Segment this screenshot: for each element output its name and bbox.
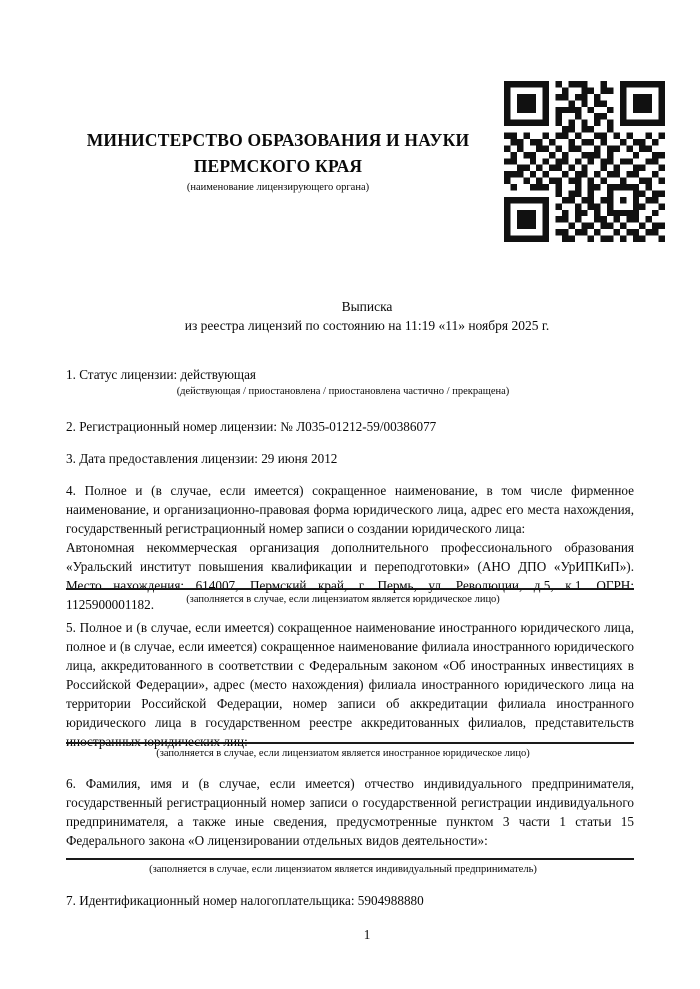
legal-entity-value: Автономная некоммерческая организация дополнительного профессионального образования «Уральский институт повышения квалификации и переподготовки» (АНО ДПО «УрИПКиП»). Место нахождения: 614007, Пермский край, г. Пермь, ул. Революции, д.5, к.1. ОГРН: 1125900001182. [66, 540, 634, 612]
legal-entity-field-caption: (заполняется в случае, если лицензиатом является юридическое лицо) [66, 588, 634, 607]
entrepreneur-field-caption: (заполняется в случае, если лицензиатом является индивидуальный предприниматель) [66, 858, 634, 877]
page-number: 1 [363, 927, 371, 942]
license-status-options-caption: (действующая / приостановлена / приостановлена частично / прекращена) [176, 386, 510, 397]
foreign-entity-field-caption: (заполняется в случае, если лицензиатом является иностранное юридическое лицо) [66, 742, 634, 761]
license-status: 1. Статус лицензии: действующая [66, 367, 257, 382]
legal-entity-label: 4. Полное и (в случае, если имеется) сокращенное наименование, в том числе фирменное наименование, и организационно-правовая форма юридического лица, адрес его места нахождения, государственный регистрационный номер записи о создании юридического лица: [66, 483, 634, 536]
document-title-line2: из реестра лицензий по состоянию на 11:19 «11» ноября 2025 г. [184, 318, 550, 333]
document-title-line1: Выписка [341, 299, 393, 314]
org-name-caption: (наименование лицензирующего органа) [186, 182, 370, 193]
foreign-entity-label: 5. Полное и (в случае, если имеется) сокращенное наименование иностранного юридического лица, полное и (в случае, если имеется) сокращенное наименование филиала иностранного юридического лица, аккредитованного в соответствии с Федеральным законом «Об иностранных инвестициях в Российской Федерации», адрес (место нахождения) филиала иностранного юридического лица на территории Российской Федерации, номер записи об аккредитации филиала иностранного юридического лица в государственном реестре аккредитованных филиалов, представительств иностранных юридических лиц: [66, 620, 634, 749]
org-name-line1: МИНИСТЕРСТВО ОБРАЗОВАНИЯ И НАУКИ [86, 130, 470, 150]
licensing-authority-header [66, 127, 490, 195]
entrepreneur-label: 6. Фамилия, имя и (в случае, если имеется) отчество индивидуального предпринимателя, государственный регистрационный номер записи о государственной регистрации индивидуального предпринимателя, а также иные сведения, предусмотренные пунктом 3 части 1 статьи 15 Федерального закона «О лицензировании отдельных видов деятельности»: [66, 776, 634, 848]
qr-code-icon [504, 81, 665, 242]
document-title [100, 297, 634, 335]
org-name-line2: ПЕРМСКОГО КРАЯ [193, 156, 363, 176]
taxpayer-id: 7. Идентификационный номер налогоплательщика: 5904988880 [66, 893, 424, 908]
license-grant-date: 3. Дата предоставления лицензии: 29 июня 2012 [66, 451, 338, 466]
license-registration-number: 2. Регистрационный номер лицензии: № Л035-01212-59/00386077 [66, 419, 437, 434]
